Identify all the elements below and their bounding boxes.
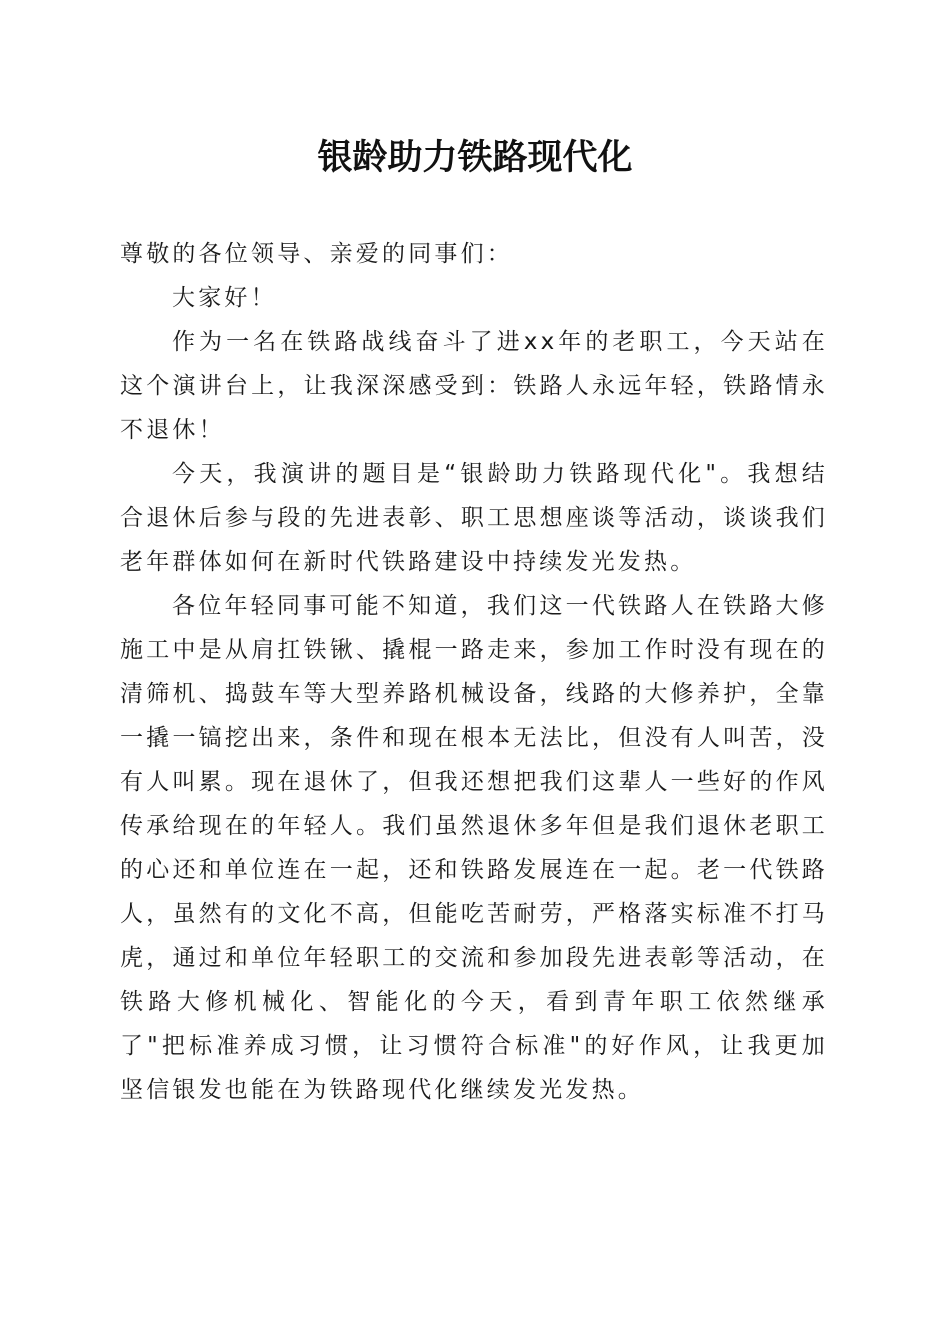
paragraph-topic: 今天，我演讲的题目是“银龄助力铁路现代化"。我想结合退休后参与段的先进表彰、职工思想座谈等活动，谈谈我们老年群体如何在新时代铁路建设中持续发光发热。 — [120, 461, 828, 575]
paragraph-main: 各位年轻同事可能不知道，我们这一代铁路人在铁路大修施工中是从肩扛铁锹、撬棍一路走来，参加工作时没有现在的清筛机、捣鼓车等大型养路机械设备，线路的大修养护，全靠一撬一镐挖出来，条件和现在根本无法比，但没有人叫苦，没有人叫累。现在退休了，但我还想把我们这辈人一些好的作风传承给现在的年轻人。我们虽然退休多年但是我们退休老职工的心还和单位连在一起，还和铁路发展连在一起。老一代铁路人，虽然有的文化不高，但能吃苦耐劳，严格落实标准不打马虎，通过和单位年轻职工的交流和参加段先进表彰等活动，在铁路大修机械化、智能化的今天，看到青年职工依然继承了"把标准养成习惯，让习惯符合标准"的好作风，让我更加坚信银发也能在为铁路现代化继续发光发热。 — [120, 593, 828, 1103]
document-body — [120, 232, 828, 1112]
paragraph-greeting: 大家好！ — [172, 285, 277, 311]
salutation: 尊敬的各位领导、亲爱的同事们： — [120, 241, 513, 267]
document-title: 银龄助力铁路现代化 — [317, 137, 633, 178]
paragraph-introduction: 作为一名在铁路战线奋斗了进xx年的老职工，今天站在这个演讲台上，让我深深感受到：铁路人永远年轻，铁路情永不退休！ — [120, 329, 828, 443]
